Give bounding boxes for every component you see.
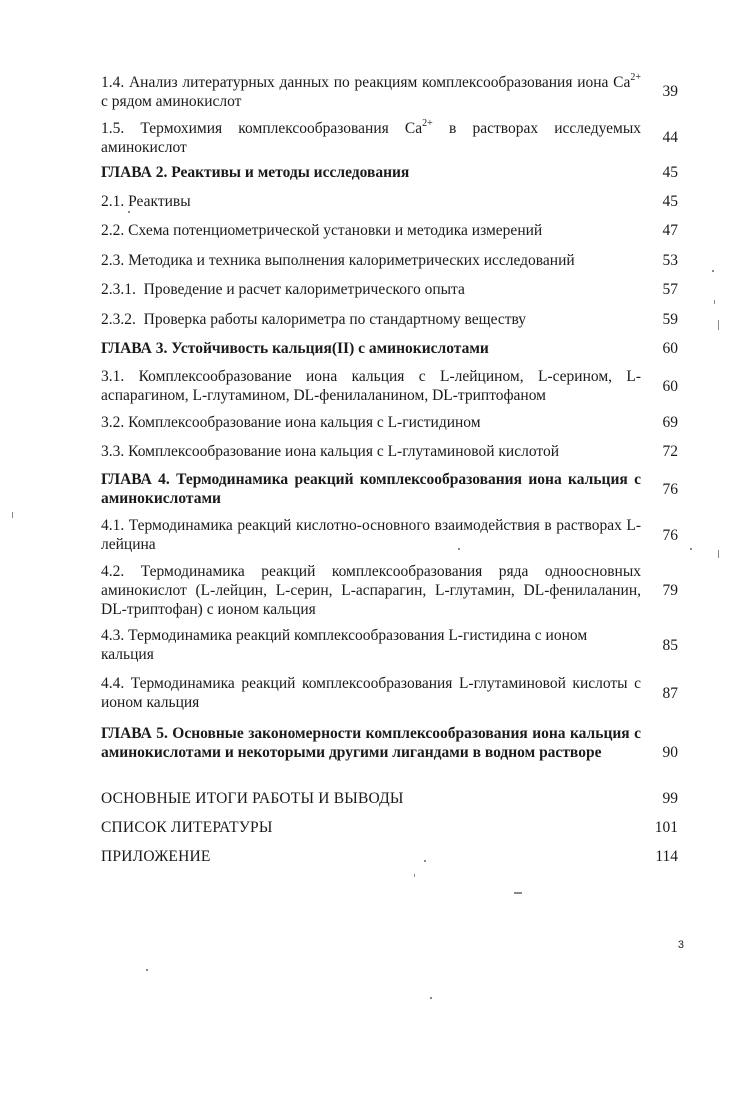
toc-entry-title: ПРИЛОЖЕНИЕ bbox=[101, 848, 211, 865]
toc-entry-page: 99 bbox=[662, 790, 678, 807]
toc-entry-page: 114 bbox=[655, 848, 678, 865]
toc-entry bbox=[101, 413, 678, 433]
toc-entry-page: 85 bbox=[662, 637, 678, 654]
scan-speck bbox=[12, 512, 13, 518]
toc-entry-title: 3.3. Комплексообразование иона кальция с L-глутаминовой кислотой bbox=[101, 443, 559, 460]
toc-entry-page: 69 bbox=[662, 414, 678, 431]
scan-speck bbox=[414, 874, 415, 877]
toc-entry-page: 45 bbox=[662, 164, 678, 181]
toc-entry-title: 2.3.2. Проверка работы калориметра по стандартному веществу bbox=[101, 311, 527, 328]
toc-entry-title: 4.1. Термодинамика реакций кислотно-основного взаимодействия в растворах L-лейцина bbox=[101, 517, 641, 553]
toc-entry-title: 4.4. Термодинамика реакций комплексообразования L-глутаминовой кислоты с ионом кальция bbox=[101, 675, 641, 711]
scan-speck bbox=[714, 300, 715, 304]
scan-speck bbox=[128, 211, 130, 213]
toc-entry-page: 60 bbox=[662, 340, 678, 357]
toc-entry-page: 79 bbox=[662, 582, 678, 599]
toc-chapter bbox=[101, 724, 678, 782]
toc-entry bbox=[101, 516, 678, 554]
toc-entry-page: 76 bbox=[662, 481, 678, 498]
toc-entry-page: 53 bbox=[662, 252, 678, 269]
toc-entry-page: 47 bbox=[662, 222, 678, 239]
toc-entry-title: 1.4. Анализ литературных данных по реакциям комплексообразования иона $Ca^{2+}$ с рядом аминокислот bbox=[101, 71, 641, 110]
toc-entry bbox=[101, 674, 678, 712]
toc-entry bbox=[101, 626, 678, 664]
toc-entry-page: 87 bbox=[662, 685, 678, 702]
toc-entry bbox=[101, 119, 678, 157]
toc-chapter bbox=[101, 339, 678, 359]
toc-entry-title: 2.3.1. Проведение и расчет калориметрического опыта bbox=[101, 281, 465, 298]
toc-entry bbox=[101, 192, 678, 212]
toc-entry-title: 3.1. Комплексообразование иона кальция с L-лейцином, L-серином, L-аспарагином, L-глутамином, DL-фенилаланином, DL-триптофаном bbox=[101, 368, 641, 404]
toc-entry-title: 2.3. Методика и техника выполнения калориметрических исследований bbox=[101, 252, 575, 269]
toc-entry bbox=[101, 310, 678, 330]
toc-chapter-title: ГЛАВА 4. Термодинамика реакций комплексообразования иона кальция с аминокислотами bbox=[101, 471, 641, 507]
scan-speck bbox=[146, 969, 148, 971]
toc-entry-page: 101 bbox=[654, 819, 678, 836]
toc-entry-title: 4.3. Термодинамика реакций комплексообразования L-гистидина с ионом кальция bbox=[101, 627, 588, 663]
toc-entry-title: 1.5. Термохимия комплексообразования $Ca^{2+}$ в растворах исследуемых аминокислот bbox=[101, 117, 641, 156]
toc-chapter bbox=[101, 470, 678, 508]
toc-entry-page: 45 bbox=[662, 193, 678, 210]
toc-entry bbox=[101, 789, 678, 809]
toc-entry-title: 4.2. Термодинамика реакций комплексообразования ряда одноосновных аминокислот (L-лейцин, L-серин, L-аспарагин, L-глутамин, DL-фенилаланин, DL-триптофан) с ионом кальция bbox=[101, 563, 641, 618]
toc-chapter-title: ГЛАВА 2. Реактивы и методы исследования bbox=[101, 164, 410, 181]
toc-entry-title: 2.1. Реактивы bbox=[101, 193, 191, 210]
toc-entry-page: 60 bbox=[662, 378, 678, 395]
toc-entry bbox=[101, 442, 678, 462]
toc-entry-page: 90 bbox=[662, 744, 678, 761]
toc-entry-page: 72 bbox=[662, 443, 678, 460]
toc-entry-title: СПИСОК ЛИТЕРАТУРЫ bbox=[101, 819, 273, 836]
scan-speck bbox=[690, 548, 692, 550]
toc-chapter-title: ГЛАВА 5. Основные закономерности комплексообразования иона кальция с аминокислотами и некоторыми другими лигандами в водном растворе bbox=[101, 725, 641, 761]
toc-entry-page: 76 bbox=[662, 527, 678, 544]
toc-chapter-title: ГЛАВА 3. Устойчивость кальция(II) с аминокислотами bbox=[101, 340, 489, 357]
toc-entry-page: 39 bbox=[662, 83, 678, 100]
toc-entry bbox=[101, 280, 678, 300]
toc-entry bbox=[101, 251, 678, 271]
page-number: 3 bbox=[677, 939, 684, 951]
toc-chapter bbox=[101, 163, 678, 183]
toc-entry bbox=[101, 221, 678, 241]
toc-entry bbox=[101, 73, 678, 111]
scan-speck bbox=[514, 892, 522, 894]
toc-entry-title: 2.2. Схема потенциометрической установки и методика измерений bbox=[101, 222, 543, 239]
toc-entry-page: 57 bbox=[662, 281, 678, 298]
scan-speck bbox=[718, 550, 719, 558]
toc-entry-page: 59 bbox=[662, 311, 678, 328]
toc-entry-page: 44 bbox=[662, 129, 678, 146]
toc-entry-title: 3.2. Комплексообразование иона кальция с L-гистидином bbox=[101, 414, 481, 431]
scan-speck bbox=[718, 320, 719, 330]
toc-entry bbox=[101, 847, 678, 867]
toc-entry bbox=[101, 367, 678, 405]
scan-speck bbox=[458, 548, 460, 550]
scan-speck bbox=[430, 997, 432, 999]
toc-entry bbox=[101, 818, 678, 838]
scan-speck bbox=[712, 270, 714, 272]
toc-entry bbox=[101, 562, 678, 619]
scan-speck bbox=[424, 860, 426, 862]
toc-entry-title: ОСНОВНЫЕ ИТОГИ РАБОТЫ И ВЫВОДЫ bbox=[101, 790, 404, 807]
